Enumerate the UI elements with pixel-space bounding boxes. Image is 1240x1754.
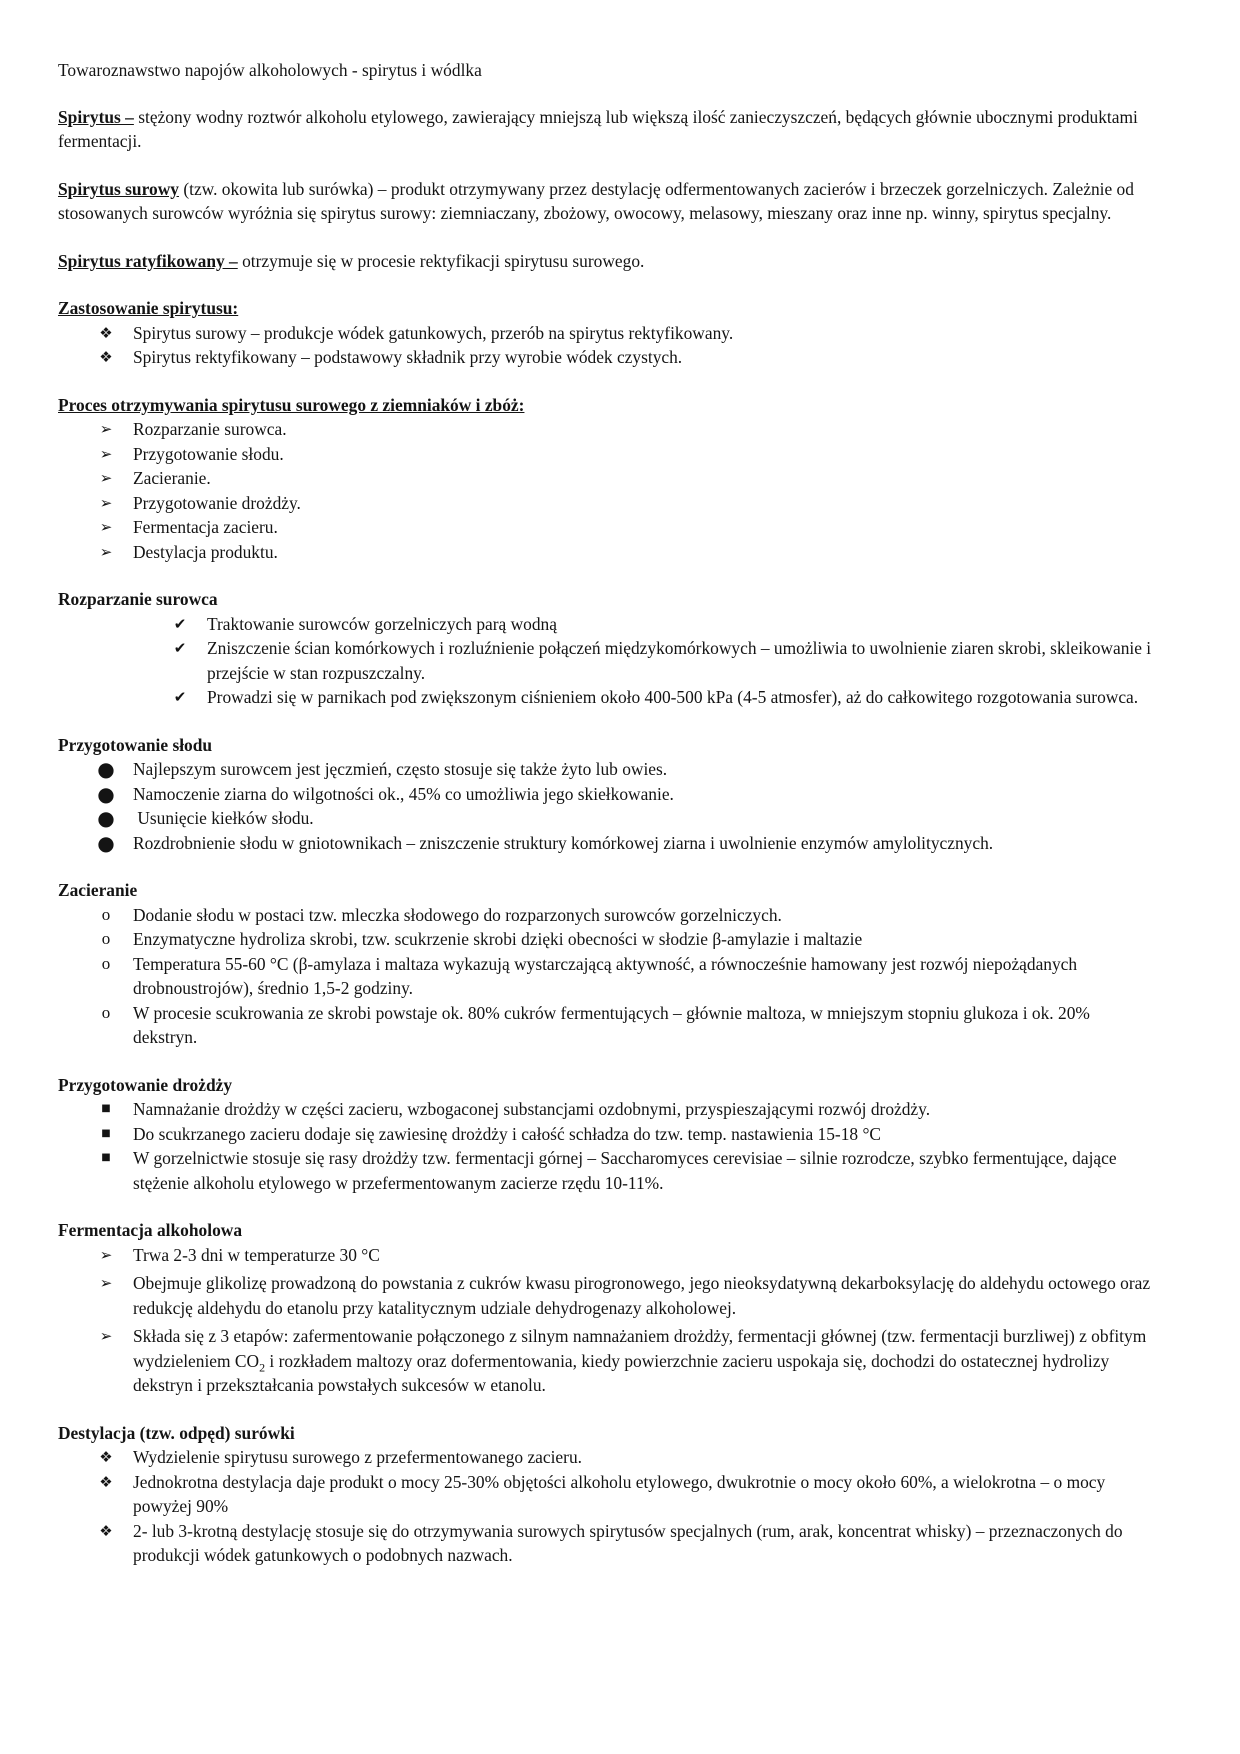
list-item-text: Zacieranie. [133, 468, 211, 488]
list-drozdze [58, 1097, 1158, 1195]
circle-bullet-icon: o [101, 904, 111, 924]
circle-bullet-icon: o [101, 953, 111, 973]
definition-spirytus-ratyfikowany [58, 249, 1158, 274]
document-title: Towaroznawstwo napojów alkoholowych - spirytus i wódlka [58, 60, 482, 80]
list-item [58, 927, 1158, 952]
arrow-bullet-icon: ➢ [99, 1274, 113, 1292]
list-item-text: Przygotowanie słodu. [133, 443, 284, 464]
list-slod [58, 757, 1158, 855]
round-bullet-icon: ● [97, 781, 115, 806]
arrow-bullet-icon: ➢ [99, 493, 113, 512]
list-item-text: Fermentacja zacieru. [133, 517, 278, 537]
definition-spirytus [58, 105, 1158, 154]
list-item-text: Rozdrobnienie słodu w gniotownikach – zniszczenie struktury komórkowej ziarna i uwolnienie enzymów amylolitycznych. [133, 832, 994, 853]
definition-text: otrzymuje się w procesie rektyfikacji spirytusu surowego. [237, 250, 645, 271]
arrow-bullet-icon: ➢ [99, 518, 113, 536]
list-item [58, 491, 1158, 516]
list-item [58, 1146, 1158, 1195]
section-heading-rozparzanie: Rozparzanie surowca [58, 589, 218, 609]
round-bullet-icon: ● [97, 830, 115, 855]
list-item-text: Usunięcie kiełków słodu. [133, 808, 314, 828]
list-item [58, 831, 1158, 856]
section-heading-zacieranie: Zacieranie [58, 880, 138, 900]
checkmark-bullet-icon: ✔ [173, 639, 187, 657]
arrow-bullet-icon: ➢ [99, 444, 113, 463]
list-item-text: Obejmuje glikolizę prowadzoną do powstania z cukrów kwasu pirogronowego, jego nieoksydatywną dekarboksylację do aldehydu octowego oraz redukcję aldehydu do etanolu przy katalitycznym udziale dehydrogenazy alkoholowej. [133, 1273, 1151, 1318]
list-item-text-part: i rozkładem maltozy oraz dofermentowania, kiedy powierzchnie zacieru uspokaja się, dochodzi do ostatecznej hydrolizy dekstryn i przekształcania powstałych sukcesów w etanolu. [133, 1350, 1110, 1395]
diamond-bullet-icon: ❖ [99, 348, 113, 366]
list-proces [58, 417, 1158, 564]
list-item [58, 806, 1158, 831]
list-item-text [133, 1326, 1146, 1395]
subscript: 2 [259, 1359, 266, 1374]
circle-bullet-icon: o [101, 929, 111, 948]
list-item [58, 417, 1158, 442]
section-heading-zastosowanie: Zastosowanie spirytusu: [58, 298, 239, 318]
list-item-text: Zniszczenie ścian komórkowych i rozluźnienie połączeń międzykomórkowych – umożliwia to uwolnienie ziaren skrobi, skleikowanie i przejście w stan rozpuszczalny. [207, 638, 1152, 683]
list-zastosowanie [58, 321, 1158, 370]
square-bullet-icon: ■ [101, 1127, 111, 1139]
term-spirytus: Spirytus – [58, 106, 134, 127]
list-item-text: Spirytus surowy – produkcje wódek gatunkowych, przerób na spirytus rektyfikowany. [133, 322, 734, 343]
list-item [58, 1122, 1158, 1147]
square-bullet-icon: ■ [101, 1103, 111, 1114]
section-heading-proces: Proces otrzymywania spirytusu surowego z ziemniaków i zbóż: [58, 394, 525, 415]
list-item [58, 442, 1158, 467]
arrow-bullet-icon: ➢ [99, 1327, 113, 1345]
list-item-text: 2- lub 3-krotną destylację stosuje się do otrzymywania surowych spirytusów specjalnych (rum, arak, koncentrat whisky) – przeznaczonych do produkcji wódek gatunkowych o podobnych nazwach. [133, 1520, 1123, 1565]
checkmark-bullet-icon: ✔ [173, 688, 187, 706]
diamond-bullet-icon: ❖ [99, 323, 113, 342]
circle-bullet-icon: o [101, 1002, 111, 1022]
list-item-text: Wydzielenie spirytusu surowego z przefermentowanego zacieru. [133, 1447, 582, 1467]
list-item-text: Destylacja produktu. [133, 541, 278, 562]
section-heading-slod: Przygotowanie słodu [58, 734, 213, 755]
list-item-text: W gorzelnictwie stosuje się rasy drożdży tzw. fermentacji górnej – Saccharomyces cerevisiae – silnie rozrodcze, szybko fermentujące, dające stężenie alkoholu etylowego w przefermentowanym zacierze rzędu 10-11%. [133, 1148, 1117, 1193]
arrow-bullet-icon: ➢ [99, 469, 113, 487]
list-item-text: Namoczenie ziarna do wilgotności ok., 45% co umożliwia jego skiełkowanie. [133, 783, 674, 804]
list-item [58, 1324, 1158, 1398]
definition-text: (tzw. okowita lub surówka) – produkt otrzymywany przez destylację odfermentowanych zacierów i brzeczek gorzelniczych. Zależnie od stosowanych surowców wyróżnia się spirytus surowy: ziemniaczany, zbożowy, owocowy, melasowy, mieszany oraz inne np. winny, spirytus specjalny. [58, 178, 1134, 223]
list-item [58, 782, 1158, 807]
list-item [58, 685, 1158, 710]
list-item-text-part: Składa się z 3 etapów: zafermentowanie połączonego z silnym namnażaniem drożdży, fermentacji głównej (tzw. fermentacji burzliwej) z obfitym wydzieleniem CO [133, 1326, 1147, 1371]
list-item [58, 636, 1158, 685]
list-item [58, 1243, 1158, 1268]
list-item-text: Trwa 2-3 dni w temperaturze 30 °C [133, 1244, 380, 1265]
list-item [58, 1470, 1158, 1519]
arrow-bullet-icon: ➢ [99, 1245, 113, 1264]
list-item-text: Spirytus rektyfikowany – podstawowy składnik przy wyrobie wódek czystych. [133, 347, 683, 367]
list-item [58, 321, 1158, 346]
list-item [58, 1097, 1158, 1122]
section-heading-fermentacja: Fermentacja alkoholowa [58, 1220, 243, 1240]
list-zacieranie [58, 903, 1158, 1050]
list-item-text: Rozparzanie surowca. [133, 419, 287, 439]
list-item-text: Temperatura 55-60 °C (β-amylaza i maltaza wykazują wystarczającą aktywność, a równocześnie hamowany jest rozwój niepożądanych drobnoustrojów), średnio 1,5-2 godziny. [133, 953, 1078, 998]
list-fermentacja [58, 1243, 1158, 1398]
list-item-text: Prowadzi się w parnikach pod zwiększonym ciśnieniem około 400-500 kPa (4-5 atmosfer), aż do całkowitego rozgotowania surowca. [207, 687, 1139, 707]
list-item [58, 540, 1158, 565]
list-item [58, 1271, 1158, 1320]
list-item-text: Enzymatyczne hydroliza skrobi, tzw. scukrzenie skrobi dzięki obecności w słodzie β-amylazie i maltazie [133, 929, 863, 949]
list-item-text: Traktowanie surowców gorzelniczych parą wodną [207, 613, 557, 634]
term-spirytus-surowy: Spirytus surowy [58, 178, 179, 199]
term-spirytus-ratyfikowany: Spirytus ratyfikowany – [58, 250, 238, 271]
definition-spirytus-surowy [58, 177, 1158, 226]
list-item-text: Dodanie słodu w postaci tzw. mleczka słodowego do rozparzonych surowców gorzelniczych. [133, 904, 782, 925]
list-item-text: W procesie scukrowania ze skrobi powstaje ok. 80% cukrów fermentujących – głównie maltoza, w mniejszym stopniu glukoza i ok. 20% dekstryn. [133, 1002, 1090, 1047]
list-item-text: Przygotowanie drożdży. [133, 492, 301, 513]
list-item [58, 1001, 1158, 1050]
checkmark-bullet-icon: ✔ [173, 614, 187, 633]
list-item [58, 952, 1158, 1001]
list-item-text: Najlepszym surowcem jest jęczmień, często stosuje się także żyto lub owies. [133, 759, 668, 779]
square-bullet-icon: ■ [101, 1152, 111, 1163]
round-bullet-icon: ● [97, 757, 115, 781]
diamond-bullet-icon: ❖ [99, 1448, 113, 1466]
arrow-bullet-icon: ➢ [99, 542, 113, 561]
list-item-text: Namnażanie drożdży w części zacieru, wzbogaconej substancjami ozdobnymi, przyspieszającymi rozwój drożdży. [133, 1099, 931, 1119]
definition-text: stężony wodny roztwór alkoholu etylowego, zawierający mniejszą lub większą ilość zanieczyszczeń, będących głównie ubocznymi produktami fermentacji. [58, 106, 1138, 151]
round-bullet-icon: ● [97, 806, 115, 830]
list-item [58, 345, 1158, 370]
list-item [58, 515, 1158, 540]
list-item [58, 1519, 1158, 1568]
list-item-text: Do scukrzanego zacieru dodaje się zawiesinę drożdży i całość schładza do tzw. temp. nastawienia 15-18 °C [133, 1123, 882, 1144]
list-item [58, 757, 1158, 782]
document-page [58, 58, 1158, 1568]
list-item [58, 466, 1158, 491]
diamond-bullet-icon: ❖ [99, 1472, 113, 1491]
list-destylacja [58, 1445, 1158, 1568]
list-rozparzanie [58, 612, 1158, 710]
arrow-bullet-icon: ➢ [99, 420, 113, 438]
list-item-text: Jednokrotna destylacja daje produkt o mocy 25-30% objętości alkoholu etylowego, dwukrotnie o mocy około 60%, a wielokrotna – o mocy powyżej 90% [133, 1471, 1106, 1516]
section-heading-drozdze: Przygotowanie drożdży [58, 1074, 233, 1095]
list-item [58, 1445, 1158, 1470]
diamond-bullet-icon: ❖ [99, 1521, 113, 1540]
list-item [58, 903, 1158, 928]
list-item [58, 612, 1158, 637]
section-heading-destylacja: Destylacja (tzw. odpęd) surówki [58, 1422, 295, 1443]
